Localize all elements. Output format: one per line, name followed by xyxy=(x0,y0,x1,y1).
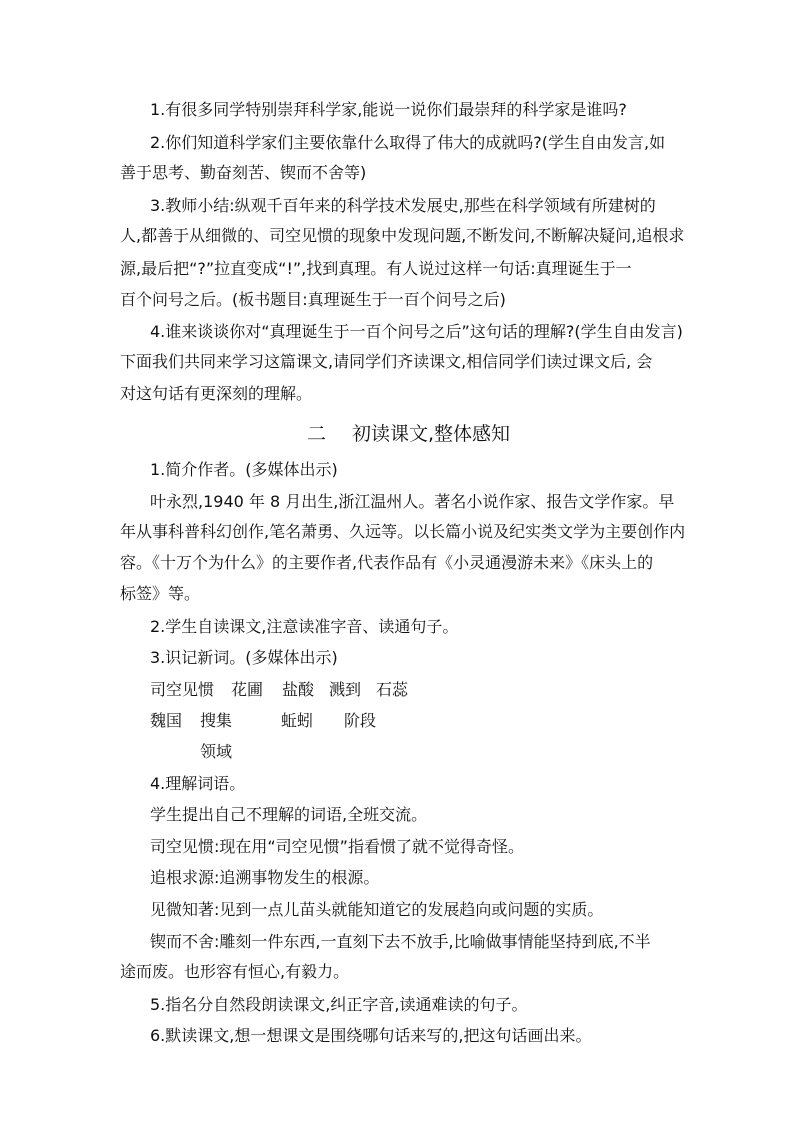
q3-text-line2: 人,都善于从细微的、司空见惯的现象中发现问题,不断发问,不断解决疑问,追根求 xyxy=(120,226,685,245)
section-heading-title: 初读课文,整体感知 xyxy=(352,423,511,445)
definition-item: 司空见惯:现在用“司空见惯”指看惯了就不觉得奇怪。 xyxy=(150,837,524,856)
vocab-word: 石蕊 xyxy=(376,680,409,699)
q2-text-line2: 善于思考、勤奋刻苦、锲而不舍等) xyxy=(120,163,367,182)
vocab-word: 领域 xyxy=(200,742,233,761)
author-bio-line3: 容。《十万个为什么》的主要作者,代表作品有《小灵通漫游未来》《床头上的 xyxy=(120,553,654,572)
author-bio-line4: 标签》等。 xyxy=(120,584,201,603)
author-bio-line1: 叶永烈,1940 年 8 月出生,浙江温州人。著名小说作家、报告文学作家。早 xyxy=(150,492,675,511)
vocab-word: 阶段 xyxy=(344,711,377,730)
definition-item-line2: 途而废。也形容有恒心,有毅力。 xyxy=(120,962,350,981)
q2-text-line1: 2.你们知道科学家们主要依靠什么取得了伟大的成就吗?(学生自由发言,如 xyxy=(150,133,666,152)
author-bio-line2: 年从事科普科幻创作,笔名萧勇、久远等。以长篇小说及纪实类文学为主要创作内 xyxy=(120,522,686,541)
read-aloud-instruction: 5.指名分自然段朗读课文,纠正字音,读通难读的句子。 xyxy=(150,995,528,1014)
section-heading-number: 二 xyxy=(307,423,327,445)
vocab-word: 花圃 xyxy=(231,680,264,699)
understand-words-label: 4.理解词语。 xyxy=(150,774,246,793)
q3-text-line3: 源,最后把“?”拉直变成“!”,找到真理。有人说过这样一句话:真理诞生于一 xyxy=(120,259,632,278)
silent-read-instruction: 6.默读课文,想一想课文是围绕哪句话来写的,把这句话画出来。 xyxy=(150,1026,592,1045)
vocab-word: 司空见惯 xyxy=(150,680,215,699)
q1-text: 1.有很多同学特别崇拜科学家,能说一说你们最崇拜的科学家是谁吗? xyxy=(150,100,627,119)
definition-item: 追根求源:追溯事物发生的根源。 xyxy=(150,868,380,887)
q4-text-line1: 4.谁来谈谈你对“真理诞生于一百个问号之后”这句话的理解?(学生自由发言) xyxy=(150,322,683,341)
definition-item-line1: 锲而不舍:雕刻一件东西,一直刻下去不放手,比喻做事情能坚持到底,不半 xyxy=(150,932,651,951)
q3-text-line1: 3.教师小结:纵观千百年来的科学技术发展史,那些在科学领域有所建树的 xyxy=(150,196,656,215)
self-read-instruction: 2.学生自读课文,注意读准字音、读通句子。 xyxy=(150,617,459,636)
definition-item: 见微知著:见到一点儿苗头就能知道它的发展趋向或问题的实质。 xyxy=(150,900,604,919)
q3-text-line4: 百个问号之后。(板书题目:真理诞生于一百个问号之后) xyxy=(120,290,506,309)
author-intro-label: 1.简介作者。(多媒体出示) xyxy=(150,460,338,479)
vocab-word: 盐酸 xyxy=(282,680,315,699)
q4-text-line3: 对这句话有更深刻的理解。 xyxy=(120,384,313,403)
vocab-word: 溅到 xyxy=(329,680,362,699)
new-words-label: 3.识记新词。(多媒体出示) xyxy=(150,648,338,667)
q4-text-line2: 下面我们共同来学习这篇课文,请同学们齐读课文,相信同学们读过课文后, 会 xyxy=(120,352,653,371)
section-heading xyxy=(307,422,510,446)
vocab-word: 魏国 xyxy=(150,711,183,730)
vocab-word: 蚯蚓 xyxy=(281,711,314,730)
vocab-word: 搜集 xyxy=(200,711,233,730)
understand-words-intro: 学生提出自己不理解的词语,全班交流。 xyxy=(150,805,428,824)
